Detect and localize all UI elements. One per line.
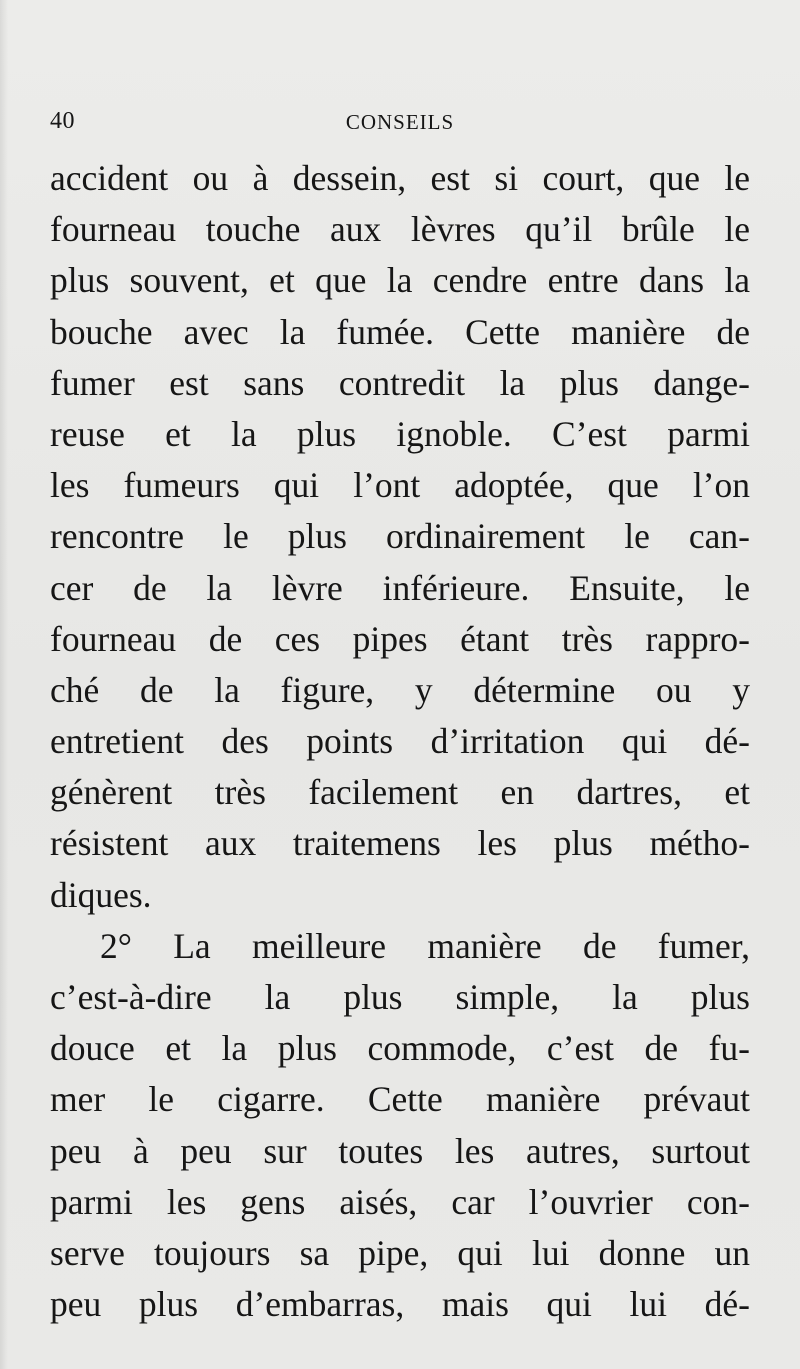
text-line: fumer est sans contredit la plus dange- — [50, 362, 750, 403]
text-line: parmi les gens aisés, car l’ouvrier con- — [50, 1181, 750, 1222]
text-line: rencontre le plus ordinairement le can- — [50, 516, 750, 557]
text-line: mer le cigarre. Cette manière prévaut — [50, 1079, 750, 1120]
text-line: peu plus d’embarras, mais qui lui dé- — [50, 1284, 750, 1325]
text-line: serve toujours sa pipe, qui lui donne un — [50, 1232, 750, 1273]
running-head: CONSEILS — [345, 110, 455, 134]
text-line: ché de la figure, y détermine ou y — [50, 669, 750, 710]
text-line: bouche avec la fumée. Cette manière de — [50, 311, 750, 352]
text-line: diques. — [50, 874, 152, 915]
text-line: accident ou à dessein, est si court, que le — [50, 158, 750, 198]
text-line: peu à peu sur toutes les autres, surtout — [50, 1130, 750, 1171]
text-line: génèrent très facilement en dartres, et — [50, 772, 750, 813]
page-number: 40 — [50, 108, 75, 134]
page-header — [50, 108, 750, 138]
text-line: cer de la lèvre inférieure. Ensuite, le — [50, 567, 750, 608]
text-line: entretient des points d’irritation qui dé- — [50, 721, 750, 762]
text-line: 2° La meilleure manière de fumer, — [100, 925, 750, 966]
text-line: c’est-à-dire la plus simple, la plus — [50, 977, 750, 1017]
text-line: plus souvent, et que la cendre entre dans la — [50, 260, 750, 301]
text-line: résistent aux traitemens les plus métho- — [50, 823, 750, 864]
body-text — [50, 153, 750, 1330]
text-line: fourneau de ces pipes étant très rappro- — [50, 618, 750, 659]
text-line: douce et la plus commode, c’est de fu- — [50, 1028, 750, 1069]
text-line: reuse et la plus ignoble. C’est parmi — [50, 413, 750, 454]
text-line: fourneau touche aux lèvres qu’il brûle le — [50, 209, 750, 250]
text-line: les fumeurs qui l’ont adoptée, que l’on — [50, 465, 750, 506]
